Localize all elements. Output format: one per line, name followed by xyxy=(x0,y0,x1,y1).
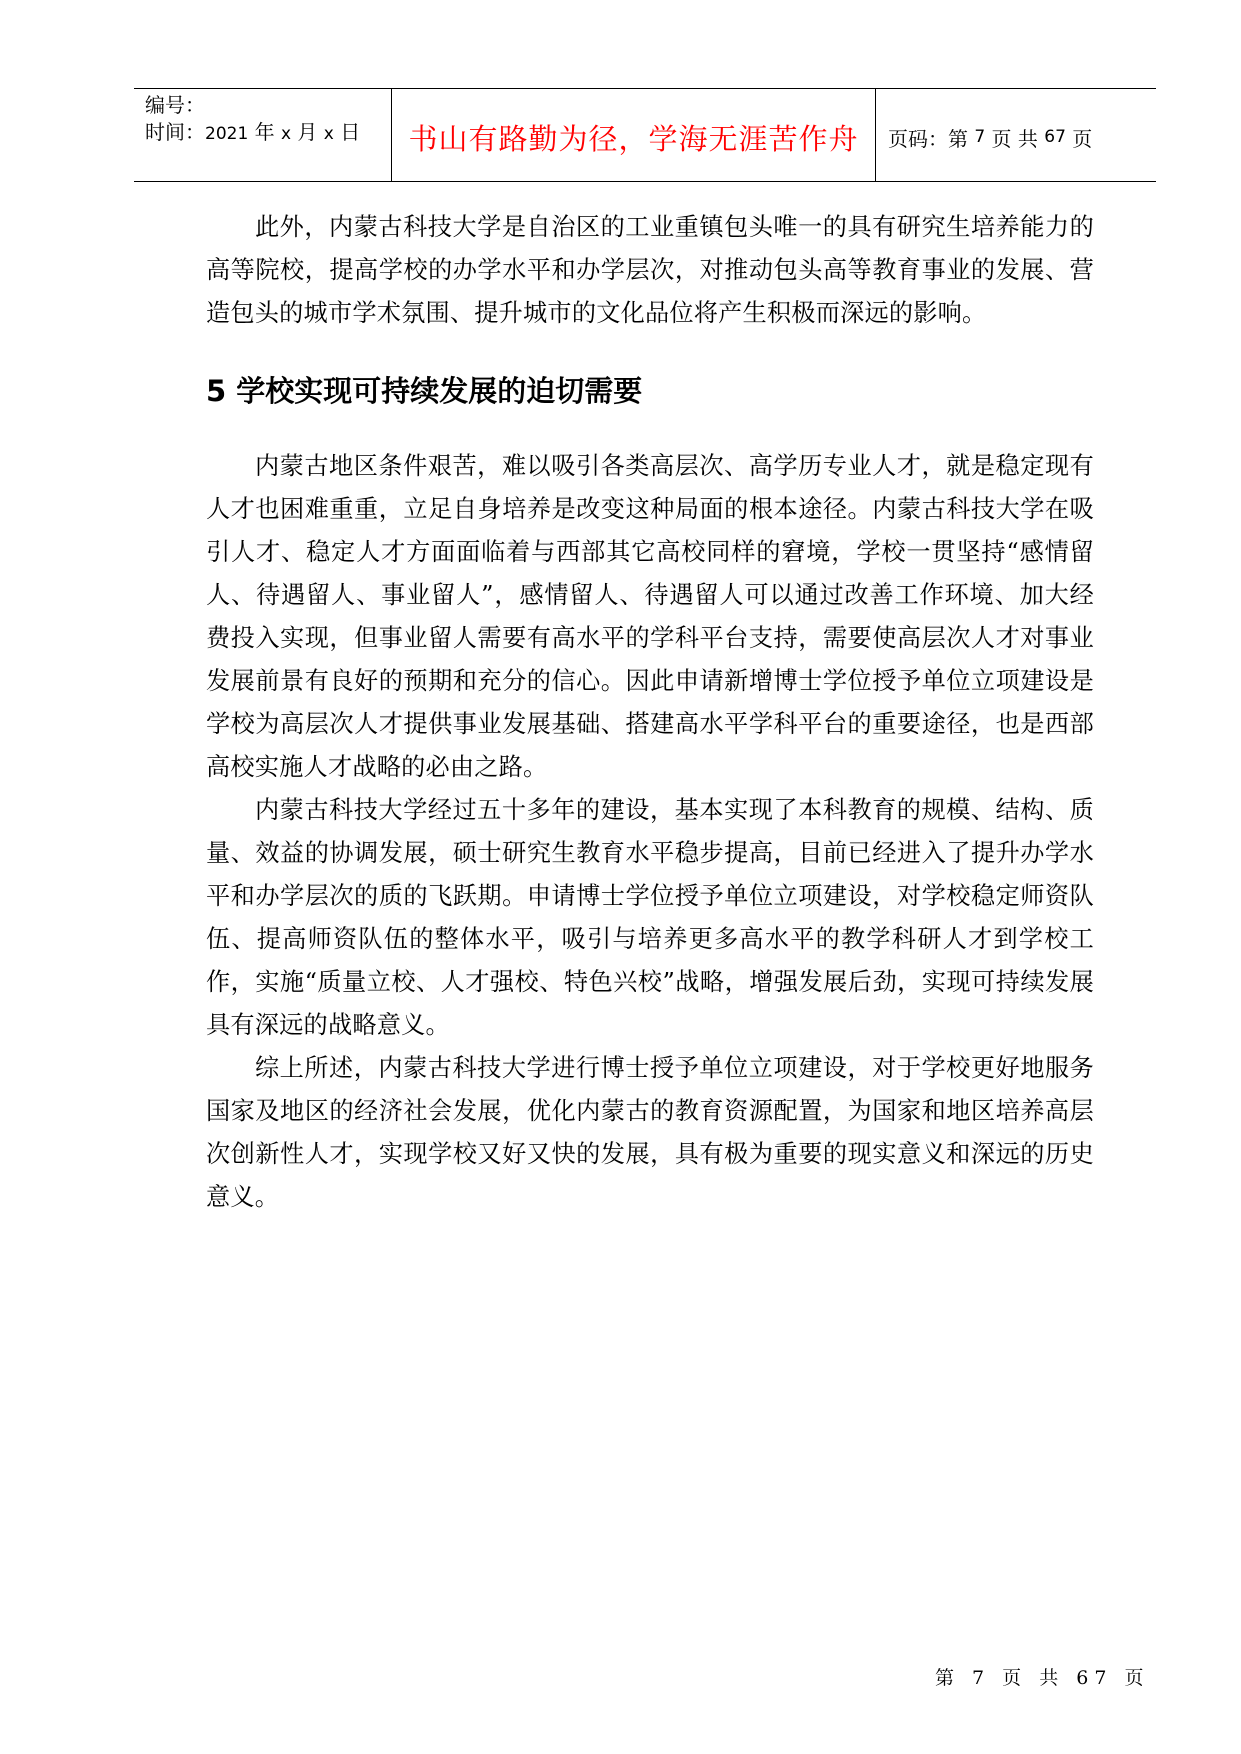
header-meta xyxy=(134,89,392,181)
time-day-char: 日 xyxy=(340,120,361,144)
time-day: x xyxy=(323,124,334,144)
page-footer: 第 7 页 共 67 页 xyxy=(935,1667,1150,1689)
document-body xyxy=(206,206,1094,1219)
paragraph-2: 内蒙古地区条件艰苦，难以吸引各类高层次、高学历专业人才，就是稳定现有人才也困难重重，立足自身培养是改变这种局面的根本途径。内蒙古科技大学在吸引人才、稳定人才方面面临着与西部其它高校同样的窘境，学校一贯坚持“感情留人、待遇留人、事业留人”，感情留人、待遇留人可以通过改善工作环境、加大经费投入实现，但事业留人需要有高水平的学科平台支持，需要使高层次人才对事业发展前景有良好的预期和充分的信心。因此申请新增博士学位授予单位立项建设是学校为高层次人才提供事业发展基础、搭建高水平学科平台的重要途径，也是西部高校实施人才战略的必由之路。 xyxy=(206,452,1094,781)
time-line xyxy=(145,119,391,148)
header-motto: 书山有路勤为径，学海无涯苦作舟 xyxy=(392,89,876,181)
total-pages: 67 xyxy=(1044,127,1066,147)
page-prefix: 页码：第 xyxy=(888,126,968,151)
paragraph-1: 此外，内蒙古科技大学是自治区的工业重镇包头唯一的具有研究生培养能力的高等院校，提高学校的办学水平和办学层次，对推动包头高等教育事业的发展、营造包头的城市学术氛围、提升城市的文化品位将产生积极而深远的影响。 xyxy=(206,213,1094,327)
header-page-info xyxy=(876,89,1156,181)
time-year-char: 年 xyxy=(254,120,275,144)
page-header xyxy=(134,88,1156,182)
section-heading: 5 学校实现可持续发展的迫切需要 xyxy=(206,374,643,408)
time-month-char: 月 xyxy=(297,120,318,144)
time-year: 2021 xyxy=(205,124,249,144)
paragraph-3: 内蒙古科技大学经过五十多年的建设，基本实现了本科教育的规模、结构、质量、效益的协调发展，硕士研究生教育水平稳步提高，目前已经进入了提升办学水平和办学层次的质的飞跃期。申请博士学位授予单位立项建设，对学校稳定师资队伍、提高师资队伍的整体水平，吸引与培养更多高水平的教学科研人才到学校工作，实施“质量立校、人才强校、特色兴校”战略，增强发展后劲，实现可持续发展具有深远的战略意义。 xyxy=(206,796,1094,1039)
number-label: 编号： xyxy=(145,93,205,117)
paragraph-4: 综上所述，内蒙古科技大学进行博士授予单位立项建设，对于学校更好地服务国家及地区的经济社会发展，优化内蒙古的教育资源配置，为国家和地区培养高层次创新性人才，实现学校又好又快的发展，具有极为重要的现实意义和深远的历史意义。 xyxy=(206,1054,1094,1211)
page-number: 7 xyxy=(974,127,986,147)
time-month: x xyxy=(280,124,292,144)
time-prefix: 时间： xyxy=(145,120,205,144)
page-mid: 页 共 xyxy=(991,126,1038,151)
page-suffix: 页 xyxy=(1072,126,1093,151)
